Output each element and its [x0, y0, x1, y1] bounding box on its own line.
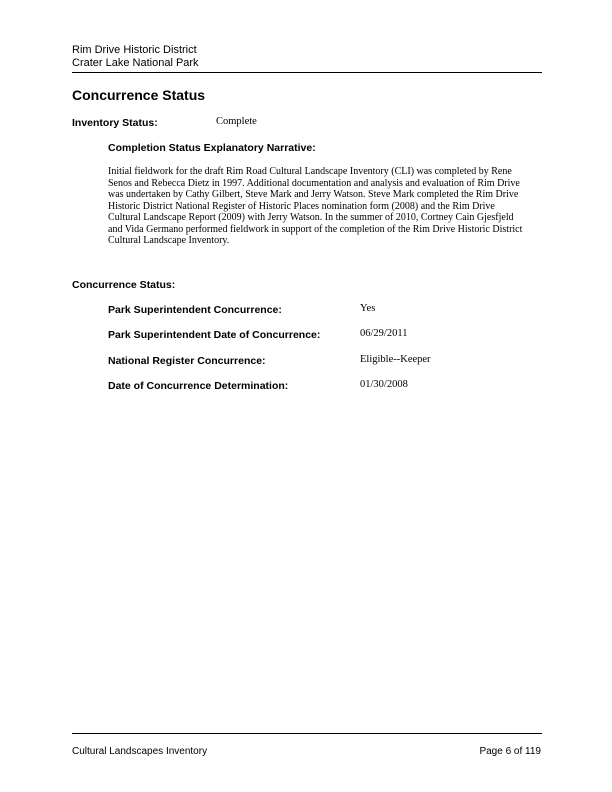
- completion-narrative-label: Completion Status Explanatory Narrative:: [108, 142, 316, 154]
- completion-narrative-text: Initial fieldwork for the draft Rim Road Cultural Landscape Inventory (CLI) was completed by Rene Senos and Rebecca Dietz in 1997. Additional documentation and analysis and evaluation of Rim Drive was undertaken by Cathy Gilbert, Steve Mark and Jerry Watson. Steve Mark completed the Rim Drive Historic District National Register of Historic Places nomination form (2008) and the Rim Drive Cultural Landscape Report (2009) with Jerry Watson. In the summer of 2010, Cortney Cain Gjesfjeld and Vida Germano performed fieldwork in support of the completion of the Rim Drive Historic District Cultural Landscape Inventory.: [108, 166, 523, 246]
- concurrence-determination-date-label: Date of Concurrence Determination:: [108, 380, 289, 392]
- concurrence-determination-date-value: 01/30/2008: [360, 379, 408, 390]
- page-number: Page 6 of 119: [479, 746, 541, 757]
- header-park-name: Crater Lake National Park: [72, 57, 199, 69]
- concurrence-status-label: Concurrence Status:: [72, 279, 176, 291]
- superintendent-concurrence-value: Yes: [360, 303, 376, 314]
- inventory-status-value: Complete: [216, 116, 257, 127]
- national-register-concurrence-value: Eligible--Keeper: [360, 354, 431, 365]
- national-register-concurrence-label: National Register Concurrence:: [108, 355, 266, 367]
- inventory-status-label: Inventory Status:: [72, 117, 158, 129]
- superintendent-concurrence-label: Park Superintendent Concurrence:: [108, 304, 282, 316]
- header-district-name: Rim Drive Historic District: [72, 44, 197, 56]
- footer-title: Cultural Landscapes Inventory: [72, 746, 208, 757]
- section-title: Concurrence Status: [72, 87, 206, 103]
- footer-divider: [72, 733, 542, 734]
- superintendent-date-label: Park Superintendent Date of Concurrence:: [108, 329, 321, 341]
- header-divider: [72, 72, 542, 73]
- superintendent-date-value: 06/29/2011: [360, 328, 408, 339]
- page-header: [72, 44, 199, 70]
